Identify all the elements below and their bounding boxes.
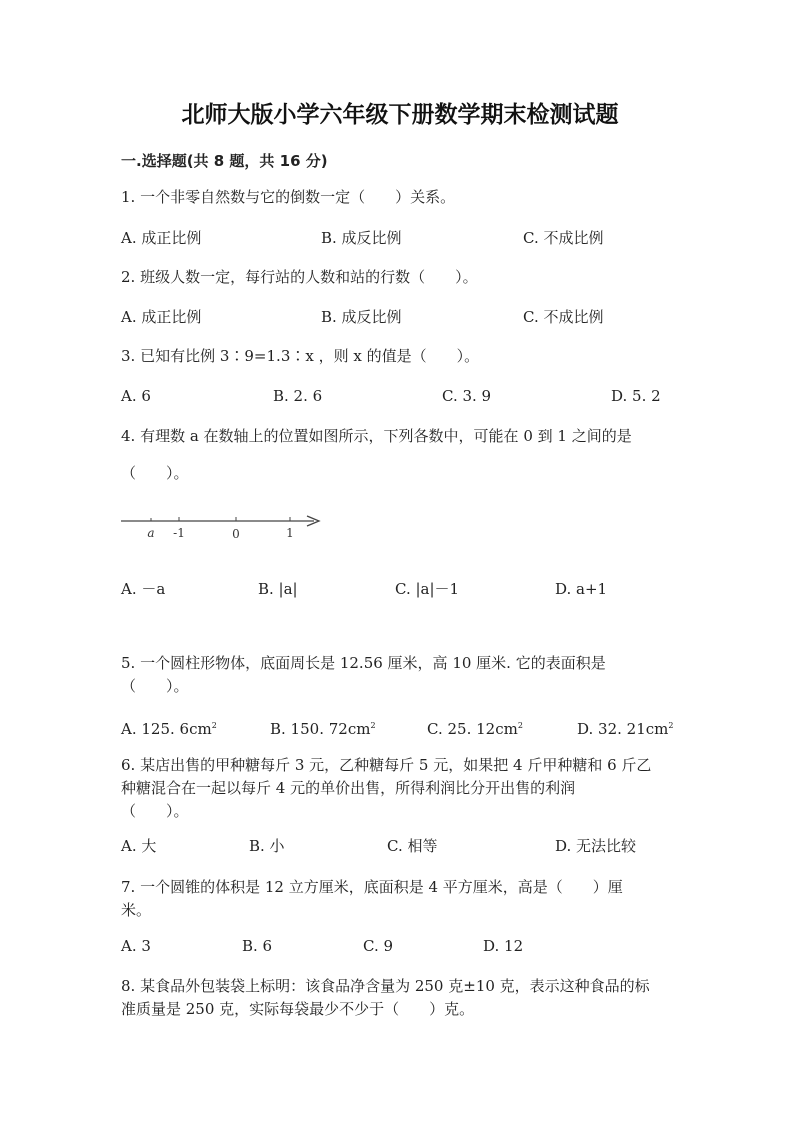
section-heading: 一.选择题(共 8 题，共 16 分) [121, 152, 328, 170]
number-line-figure [118, 510, 328, 544]
q4-option-c[interactable]: C. |a|－1 [395, 580, 460, 598]
q5-option-a-text: A. 125. 6cm [121, 720, 212, 738]
q5-option-b-superscript: 2 [370, 721, 376, 730]
q5-option-a-superscript: 2 [211, 721, 217, 730]
q7-option-d[interactable]: D. 12 [483, 937, 524, 955]
question-8-line-2: 准质量是 250 克，实际每袋最少不少于（ ）克。 [121, 1000, 475, 1018]
q1-option-a[interactable]: A. 成正比例 [121, 229, 202, 247]
q3-option-d[interactable]: D. 5. 2 [611, 387, 661, 405]
q1-option-b[interactable]: B. 成反比例 [321, 229, 402, 247]
q5-option-b-text: B. 150. 72cm [270, 720, 371, 738]
q3-option-a[interactable]: A. 6 [121, 387, 151, 405]
q7-option-b[interactable]: B. 6 [242, 937, 273, 955]
question-6-line-2: 种糖混合在一起以每斤 4 元的单价出售，所得利润比分开出售的利润 [121, 779, 576, 797]
question-1: 1. 一个非零自然数与它的倒数一定（ ）关系。 [121, 188, 456, 206]
q4-option-d[interactable]: D. a+1 [555, 580, 608, 598]
q7-option-a[interactable]: A. 3 [121, 937, 151, 955]
question-3: 3. 已知有比例 3∶9=1.3∶x ，则 x 的值是（ ）。 [121, 347, 480, 365]
q5-option-c-superscript: 2 [517, 721, 523, 730]
q2-option-c[interactable]: C. 不成比例 [523, 308, 604, 326]
label-a: a [147, 526, 155, 540]
q4-option-a[interactable]: A. －a [121, 580, 166, 598]
page-title: 北师大版小学六年级下册数学期末检测试题 [181, 102, 619, 128]
question-8-line-1: 8. 某食品外包装袋上标明：该食品净含量为 250 克±10 克，表示这种食品的标 [121, 977, 650, 995]
question-5-blank: （ ）。 [121, 677, 189, 695]
q2-option-b[interactable]: B. 成反比例 [321, 308, 402, 326]
q5-option-b[interactable] [270, 716, 376, 739]
q5-option-c[interactable] [427, 716, 523, 739]
question-4: 4. 有理数 a 在数轴上的位置如图所示，下列各数中，可能在 0 到 1 之间的是 [121, 427, 632, 445]
q5-option-c-text: C. 25. 12cm [427, 720, 518, 738]
q6-option-d[interactable]: D. 无法比较 [555, 837, 637, 855]
question-7-line-1: 7. 一个圆锥的体积是 12 立方厘米，底面积是 4 平方厘米，高是（ ）厘 [121, 878, 623, 896]
q5-option-d-superscript: 2 [668, 721, 674, 730]
q7-option-c[interactable]: C. 9 [363, 937, 394, 955]
q5-option-a[interactable] [121, 716, 217, 739]
label-neg-one: -1 [173, 526, 185, 540]
q1-option-c[interactable]: C. 不成比例 [523, 229, 604, 247]
q6-option-a[interactable]: A. 大 [121, 837, 157, 855]
q5-option-d-text: D. 32. 21cm [577, 720, 669, 738]
question-5: 5. 一个圆柱形物体，底面周长是 12.56 厘米，高 10 厘米. 它的表面积是 [121, 654, 606, 672]
q5-option-d[interactable] [577, 716, 673, 739]
q3-option-c[interactable]: C. 3. 9 [442, 387, 492, 405]
question-6-line-1: 6. 某店出售的甲种糖每斤 3 元，乙种糖每斤 5 元，如果把 4 斤甲种糖和 6 斤乙 [121, 756, 652, 774]
q4-option-b[interactable]: B. |a| [258, 580, 298, 598]
q3-option-b[interactable]: B. 2. 6 [273, 387, 323, 405]
q6-option-b[interactable]: B. 小 [249, 837, 285, 855]
label-zero: 0 [232, 527, 240, 541]
question-4-blank: （ ）。 [121, 464, 189, 482]
q2-option-a[interactable]: A. 成正比例 [121, 308, 202, 326]
q6-option-c[interactable]: C. 相等 [387, 837, 438, 855]
question-2: 2. 班级人数一定，每行站的人数和站的行数（ ）。 [121, 268, 478, 286]
question-6-line-3: （ ）。 [121, 802, 189, 820]
question-7-line-2: 米。 [121, 901, 152, 919]
label-one: 1 [286, 526, 294, 540]
